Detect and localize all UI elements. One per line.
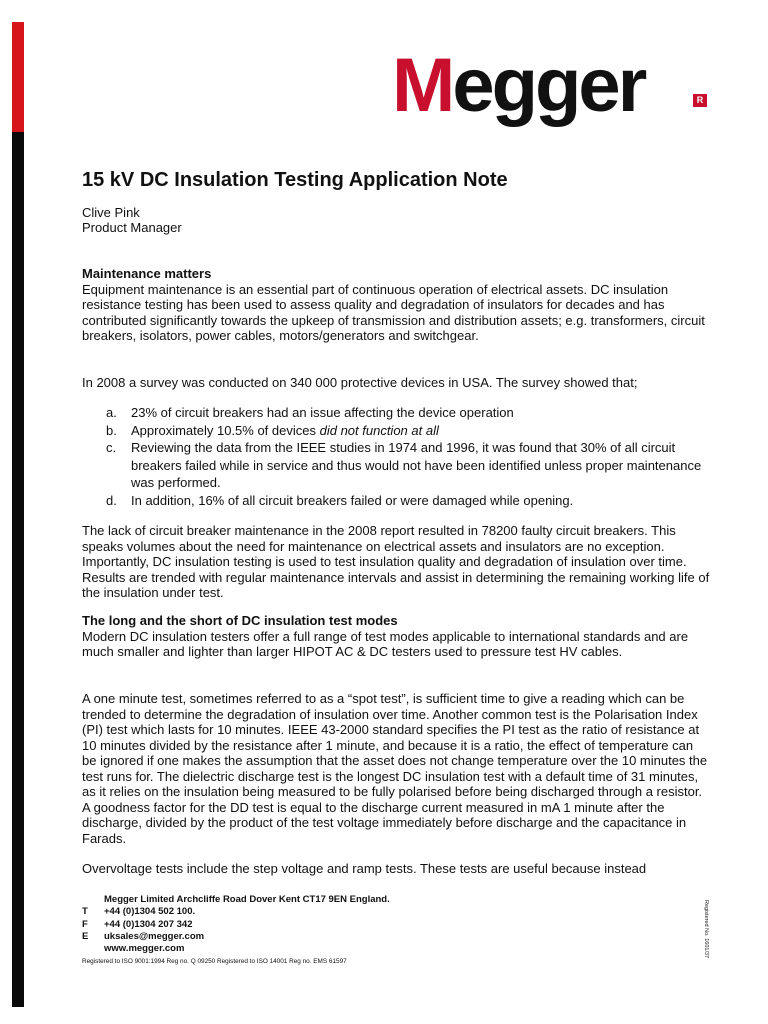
author-block <box>82 205 182 235</box>
list-marker: a. <box>106 405 117 420</box>
footer-email-label: E <box>82 930 89 942</box>
side-registration-note <box>705 900 713 962</box>
list-item-text: Approximately 10.5% of devices <box>131 422 320 438</box>
list-item <box>106 422 706 440</box>
logo-wordmark: egger <box>452 43 645 128</box>
list-item-text: In addition, 16% of all circuit breakers failed or were damaged while opening. <box>131 492 574 508</box>
registered-mark-icon: R <box>693 94 707 107</box>
author-name: Clive Pink <box>82 205 140 220</box>
megger-logo <box>392 43 704 128</box>
paragraph-maintenance: Equipment maintenance is an essential part of continuous operation of electrical assets. DC insulation resistance testing has been used to assess quality and degradation of insulators for decades and has contributed significantly towards the upkeep of transmission and distribution assets; e.g. transformers, circuit breakers, isolators, power cables, motors/generators and switchgear. <box>82 281 705 343</box>
footer-fax-label: F <box>82 918 88 930</box>
paragraph-modern-testers: Modern DC insulation testers offer a full range of test modes applicable to international standards and are much smaller and lighter than larger HIPOT AC & DC testers used to pressure test HV cables. <box>82 628 689 659</box>
logo-letter-m: M <box>392 43 453 128</box>
footer-company: Megger Limited Archcliffe Road Dover Kent CT17 9EN England. <box>104 894 390 905</box>
footer-phone-label: T <box>82 906 88 918</box>
footer-phone: +44 (0)1304 502 100. <box>104 906 196 918</box>
footer-website: www.megger.com <box>104 943 185 955</box>
section-heading-test-modes: The long and the short of DC insulation test modes <box>82 613 398 628</box>
list-marker: d. <box>106 492 117 508</box>
footer-email: uksales@megger.com <box>104 930 205 942</box>
accent-bar-red <box>12 22 24 132</box>
paragraph-survey: In 2008 a survey was conducted on 340 000 protective devices in USA. The survey showed that; <box>82 375 638 390</box>
document-title: 15 kV DC Insulation Testing Application Note <box>82 169 508 191</box>
list-item <box>106 492 706 510</box>
section-test-modes <box>82 613 710 660</box>
side-registration-text: Registered No. 1601/37 <box>703 900 709 959</box>
paragraph-spot-test: A one minute test, sometimes referred to as a “spot test”, is sufficient time to give a reading which can be trended to determine the degradation of insulation over time. Another common test is the Polarisation Index (PI) test which lasts for 10 minutes. IEEE 43-2000 standard specifies the PI test as the ratio of resistance at 10 minutes divided by the resistance after 1 minute, and because it is a ratio, the effect of temperature can be ignored if one makes the assumption that the asset does not change temperature over the 10 minutes the test runs for. The dielectric discharge test is the longest DC insulation test with a default time of 31 minutes, as it relies on the insulation being measured to be fully polarised before being discharged through a resistor. A goodness factor for the DD test is equal to the discharge current measured in mA 1 minute after the discharge, divided by the product of the test voltage immediately before discharge and the capacitance in Farads. <box>82 691 708 846</box>
section-maintenance-intro <box>82 266 710 344</box>
footer-fax: +44 (0)1304 207 342 <box>104 918 193 930</box>
list-item-emphasis: did not function at all <box>319 422 439 438</box>
section-heading-maintenance: Maintenance matters <box>82 266 212 281</box>
accent-bar-black <box>12 132 24 1007</box>
list-item <box>106 439 706 492</box>
list-marker: b. <box>106 422 117 438</box>
list-item-text: Reviewing the data from the IEEE studies in 1974 and 1996, it was found that 30% of all circuit breakers failed while in service and thus would not have been identified unless proper maintenance was performed. <box>131 440 702 490</box>
list-item <box>106 404 706 422</box>
list-item-text: 23% of circuit breakers had an issue affecting the device operation <box>131 405 514 420</box>
paragraph-overvoltage: Overvoltage tests include the step voltage and ramp tests. These tests are useful because instead <box>82 861 647 876</box>
list-marker: c. <box>106 440 117 455</box>
footer-registration: Registered to ISO 9001:1994 Reg no. Q 09250 Registered to ISO 14001 Reg no. EMS 61597 <box>82 958 347 965</box>
survey-findings-list <box>106 404 706 509</box>
paragraph-breaker-maintenance: The lack of circuit breaker maintenance in the 2008 report resulted in 78200 faulty circuit breakers. This speaks volumes about the need for maintenance on electrical assets and insulators are no exception. Importantly, DC insulation testing is used to test insulation quality and degradation of insulation over time. Results are trended with regular maintenance intervals and assist in determining the remaining working life of the insulation under test. <box>82 523 710 600</box>
author-role: Product Manager <box>82 220 182 235</box>
